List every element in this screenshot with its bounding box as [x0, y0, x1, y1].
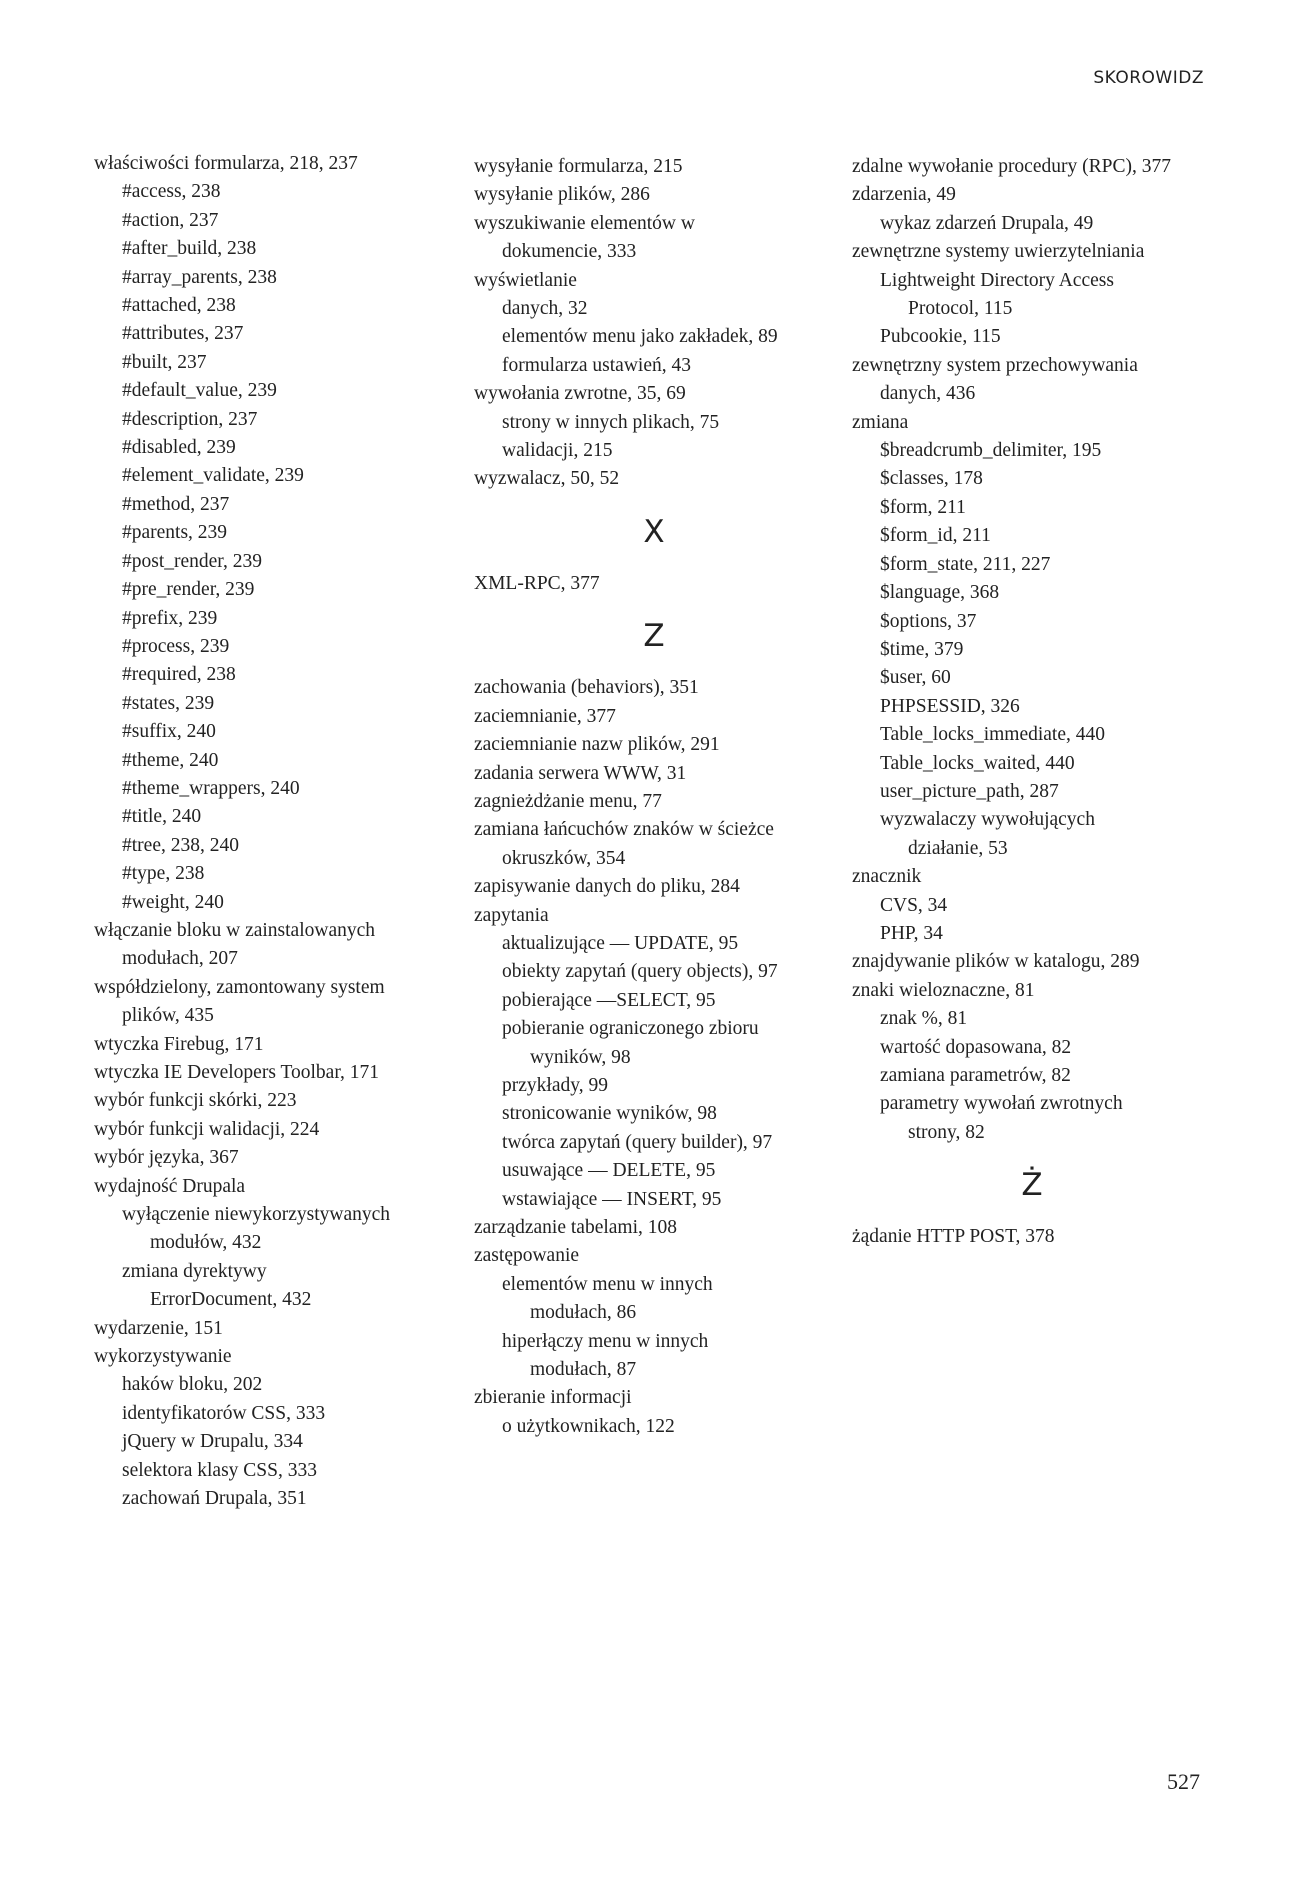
index-subentry: wstawiające — INSERT, 95 [502, 1188, 722, 1210]
index-subentry: $form_id, 211 [880, 525, 991, 547]
index-subentry: obiekty zapytań (query objects), 97 [502, 961, 778, 983]
page-number: 527 [1167, 1769, 1200, 1794]
index-subentry: #post_render, 239 [122, 550, 263, 572]
index-subentry: pobierające —SELECT, 95 [502, 989, 716, 1011]
index-subentry: #attached, 238 [122, 295, 236, 317]
index-subentry: modułach, 86 [530, 1302, 637, 1324]
index-entry: zachowania (behaviors), 351 [474, 677, 699, 699]
index-subentry: #theme, 240 [122, 749, 219, 771]
index-entry: zbieranie informacji [474, 1387, 632, 1409]
index-subentry: #action, 237 [122, 209, 219, 231]
index-subentry: pobieranie ograniczonego zbioru [502, 1018, 759, 1040]
index-entry: wtyczka Firebug, 171 [94, 1033, 264, 1055]
index-subentry: Pubcookie, 115 [880, 326, 1001, 348]
index-subentry: działanie, 53 [908, 837, 1008, 859]
index-entry: żądanie HTTP POST, 378 [852, 1226, 1055, 1248]
index-entry: wydarzenie, 151 [94, 1317, 223, 1339]
index-subentry: zmiana dyrektywy [122, 1260, 267, 1282]
index-subentry: selektora klasy CSS, 333 [122, 1459, 317, 1481]
index-subentry: #title, 240 [122, 806, 202, 828]
index-subentry: #parents, 239 [122, 522, 228, 544]
index-entry: właściwości formularza, 218, 237 [94, 153, 358, 174]
index-subentry: #type, 238 [122, 863, 205, 885]
index-subentry: #element_validate, 239 [122, 465, 304, 487]
index-entry: współdzielony, zamontowany system [94, 976, 385, 998]
index-subentry: okruszków, 354 [502, 847, 626, 869]
index-entry: zmiana [852, 411, 909, 433]
index-subentry: parametry wywołań zwrotnych [880, 1093, 1123, 1115]
index-subentry: PHP, 34 [880, 922, 943, 944]
index-subentry: CVS, 34 [880, 894, 948, 916]
index-entry: zaciemnianie nazw plików, 291 [474, 734, 720, 756]
index-subentry: plików, 435 [122, 1005, 214, 1027]
index-entry: wydajność Drupala [94, 1175, 246, 1197]
index-entry: wyszukiwanie elementów w [474, 212, 695, 234]
index-subentry: PHPSESSID, 326 [880, 695, 1020, 717]
index-subentry: #tree, 238, 240 [122, 834, 239, 856]
index-entry: wysyłanie formularza, 215 [474, 156, 683, 177]
index-subentry: #suffix, 240 [122, 721, 216, 743]
index-subentry: $user, 60 [880, 667, 951, 689]
index-subentry: elementów menu w innych [502, 1273, 713, 1295]
index-subentry: #process, 239 [122, 635, 230, 657]
index-subentry: przykłady, 99 [502, 1074, 608, 1096]
index-subentry: jQuery w Drupalu, 334 [122, 1431, 303, 1453]
index-subentry: user_picture_path, 287 [880, 780, 1059, 802]
index-subentry: o użytkownikach, 122 [502, 1415, 675, 1437]
index-subentry: formularza ustawień, 43 [502, 354, 691, 376]
index-subentry: Table_locks_waited, 440 [880, 752, 1075, 774]
index-entry: wybór funkcji walidacji, 224 [94, 1118, 320, 1140]
index-subentry: modułach, 207 [122, 948, 238, 970]
index-subentry: $form, 211 [880, 496, 966, 518]
index-subentry: wyzwalaczy wywołujących [880, 809, 1095, 831]
index-subentry: Lightweight Directory Access [880, 269, 1114, 291]
index-subentry: $classes, 178 [880, 468, 983, 490]
index-subentry: wyników, 98 [530, 1046, 631, 1068]
index-letter-heading: Z [643, 618, 665, 655]
index-entry: zarządzanie tabelami, 108 [474, 1217, 678, 1238]
index-subentry: ErrorDocument, 432 [150, 1289, 312, 1311]
index-subentry: Table_locks_immediate, 440 [880, 724, 1105, 746]
index-column-2 [474, 153, 834, 1441]
index-entry: zamiana łańcuchów znaków w ścieżce [474, 819, 774, 841]
index-subentry: modułów, 432 [150, 1232, 262, 1254]
index-entry: wywołania zwrotne, 35, 69 [474, 383, 686, 405]
index-subentry: strony w innych plikach, 75 [502, 411, 720, 433]
index-subentry: aktualizujące — UPDATE, 95 [502, 932, 739, 954]
index-entry: zadania serwera WWW, 31 [474, 762, 687, 784]
index-entry: XML-RPC, 377 [474, 572, 600, 594]
index-entry: zdalne wywołanie procedury (RPC), 377 [852, 156, 1171, 177]
index-subentry: dokumencie, 333 [502, 241, 637, 263]
index-subentry: identyfikatorów CSS, 333 [122, 1402, 326, 1424]
index-subentry: elementów menu jako zakładek, 89 [502, 326, 778, 348]
index-subentry: $options, 37 [880, 610, 977, 632]
page-header: SKOROWIDZ [1093, 68, 1204, 88]
index-subentry: #access, 238 [122, 181, 221, 203]
index-subentry: #weight, 240 [122, 891, 224, 913]
index-subentry: $breadcrumb_delimiter, 195 [880, 440, 1102, 462]
index-entry: włączanie bloku w zainstalowanych [94, 919, 376, 941]
index-subentry: #attributes, 237 [122, 323, 244, 345]
index-subentry: #array_parents, 238 [122, 266, 277, 288]
index-entry: wyzwalacz, 50, 52 [474, 468, 620, 490]
index-entry: wyświetlanie [474, 269, 577, 291]
index-entry: wybór funkcji skórki, 223 [94, 1090, 297, 1112]
index-subentry: #pre_render, 239 [122, 579, 255, 601]
index-subentry: zachowań Drupala, 351 [122, 1488, 307, 1510]
index-subentry: $time, 379 [880, 638, 964, 660]
index-entry: wysyłanie plików, 286 [474, 184, 650, 206]
index-subentry: #prefix, 239 [122, 607, 218, 629]
index-subentry: usuwające — DELETE, 95 [502, 1160, 716, 1182]
index-subentry: twórca zapytań (query builder), 97 [502, 1131, 773, 1153]
index-letter-heading: X [643, 513, 665, 550]
index-entry: wybór języka, 367 [94, 1147, 239, 1169]
index-letter-heading: Ż [1021, 1167, 1043, 1204]
index-entry: zdarzenia, 49 [852, 184, 956, 206]
index-entry: znajdywanie plików w katalogu, 289 [852, 951, 1140, 973]
index-subentry: #method, 237 [122, 493, 230, 515]
index-subentry: #after_build, 238 [122, 238, 257, 260]
index-entry: zapisywanie danych do pliku, 284 [474, 876, 740, 898]
index-subentry: $language, 368 [880, 582, 1000, 604]
index-entry: zaciemnianie, 377 [474, 705, 616, 727]
index-entry: znaki wieloznaczne, 81 [852, 979, 1035, 1001]
index-subentry: #description, 237 [122, 408, 258, 430]
index-subentry: wykaz zdarzeń Drupala, 49 [880, 212, 1094, 234]
index-subentry: wartość dopasowana, 82 [880, 1036, 1072, 1058]
index-column-3 [852, 153, 1212, 1252]
index-subentry: $form_state, 211, 227 [880, 553, 1051, 575]
index-subentry: Protocol, 115 [908, 298, 1013, 320]
index-subentry: stronicowanie wyników, 98 [502, 1103, 717, 1125]
index-subentry: danych, 32 [502, 298, 588, 320]
index-subentry: znak %, 81 [880, 1008, 968, 1030]
index-entry: wtyczka IE Developers Toolbar, 171 [94, 1062, 380, 1083]
index-subentry: #states, 239 [122, 692, 215, 714]
index-subentry: #default_value, 239 [122, 380, 277, 402]
index-entry: zapytania [474, 904, 549, 926]
index-entry: zewnętrzny system przechowywania [852, 354, 1138, 376]
index-subentry: hiperłączy menu w innych [502, 1330, 709, 1352]
index-entry: wykorzystywanie [94, 1346, 232, 1368]
index-subentry: zamiana parametrów, 82 [880, 1065, 1071, 1086]
index-subentry: #disabled, 239 [122, 437, 236, 459]
index-entry: zagnieżdżanie menu, 77 [474, 790, 662, 812]
index-subentry: haków bloku, 202 [122, 1374, 263, 1396]
index-entry: zewnętrzne systemy uwierzytelniania [852, 241, 1145, 263]
index-subentry: #built, 237 [122, 351, 207, 373]
index-subentry: modułach, 87 [530, 1359, 637, 1381]
index-subentry: wyłączenie niewykorzystywanych [122, 1204, 391, 1226]
index-subentry: #theme_wrappers, 240 [122, 777, 300, 799]
index-column-1 [94, 150, 454, 1514]
index-subentry: #required, 238 [122, 664, 236, 686]
index-entry: znacznik [852, 866, 922, 888]
index-entry: zastępowanie [474, 1245, 580, 1267]
index-subentry: walidacji, 215 [502, 440, 613, 462]
index-subentry: danych, 436 [880, 383, 976, 405]
index-subentry: strony, 82 [908, 1121, 985, 1143]
